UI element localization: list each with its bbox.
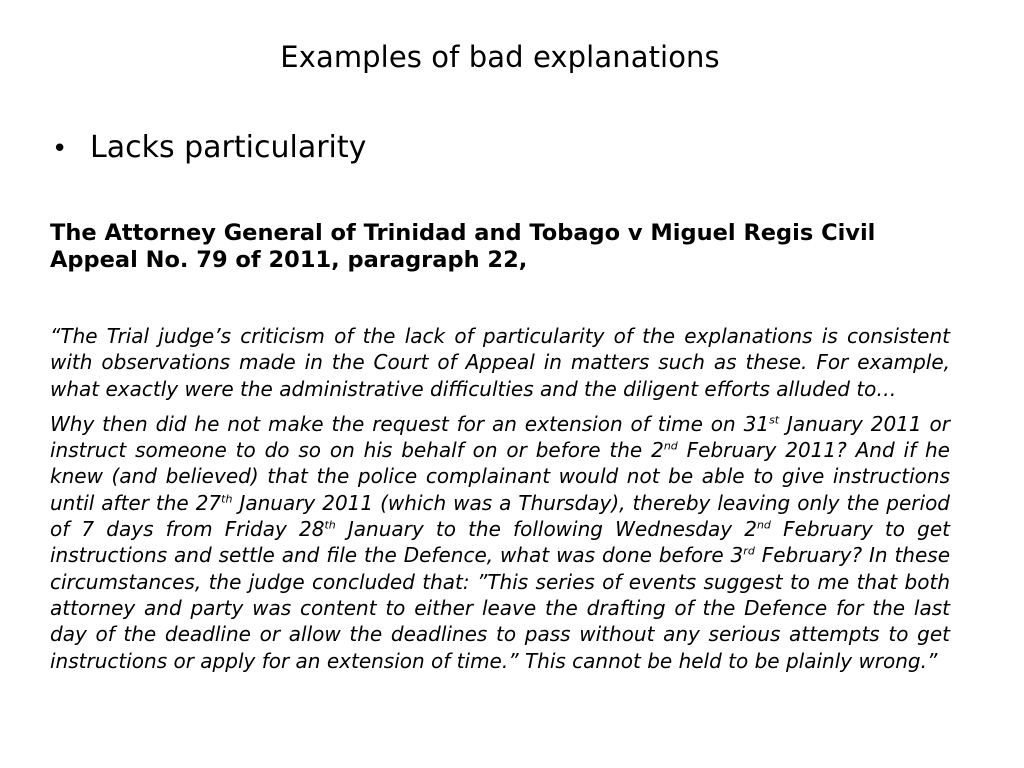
quote-text-segment: February 2011? And if he knew (and believed) that the police complainant would not be able to give instructions until after the 27 (50, 438, 950, 515)
bullet-item (52, 130, 366, 165)
quote-text-segment: January to the following Wednesday 2 (335, 517, 757, 542)
ordinal-suffix: nd (756, 518, 771, 532)
quote-text-segment: February to get instructions and settle and file the Defence, what was done before 3 (50, 517, 950, 568)
case-citation: The Attorney General of Trinidad and Tobago v Miguel Regis Civil Appeal No. 79 of 2011, paragraph 22, (50, 220, 876, 273)
ordinal-suffix: st (769, 413, 780, 427)
bullet-text: Lacks particularity (90, 130, 367, 165)
ordinal-suffix: th (221, 492, 233, 506)
ordinal-suffix: nd (663, 439, 678, 453)
quote-text-segment: Why then did he not make the request for an extension of time on 31 (50, 411, 770, 436)
ordinal-suffix: rd (743, 544, 755, 558)
quote-text-segment: January 2011 or instruct someone to do so on his behalf on or before the 2 (50, 411, 950, 463)
quote-paragraph-2 (50, 411, 950, 674)
quote-text-segment: February? In these circumstances, the judge concluded that: ”This series of events suggest to me that both attorney and party was content to either leave the drafting of the Defence for the last day of the deadline or allow the deadlines to pass without any serious attempts to get instructions or apply for an extension of time.” This cannot be held to be plainly wrong.” (50, 543, 951, 673)
slide-title: Examples of bad explanations (280, 40, 720, 74)
quote-text-segment: January 2011 (which was a Thursday), thereby leaving only the period of 7 days from Friday 28 (50, 490, 950, 542)
ordinal-suffix: th (324, 518, 336, 532)
bullet-icon: • (52, 134, 68, 164)
quote-paragraph-1: “The Trial judge’s criticism of the lack of particularity of the explanations is consistent with observations made in the Court of Appeal in matters such as these. For example, what exactly were the administrative difficulties and the diligent efforts alluded to… (50, 324, 950, 401)
quote-block (50, 323, 950, 674)
